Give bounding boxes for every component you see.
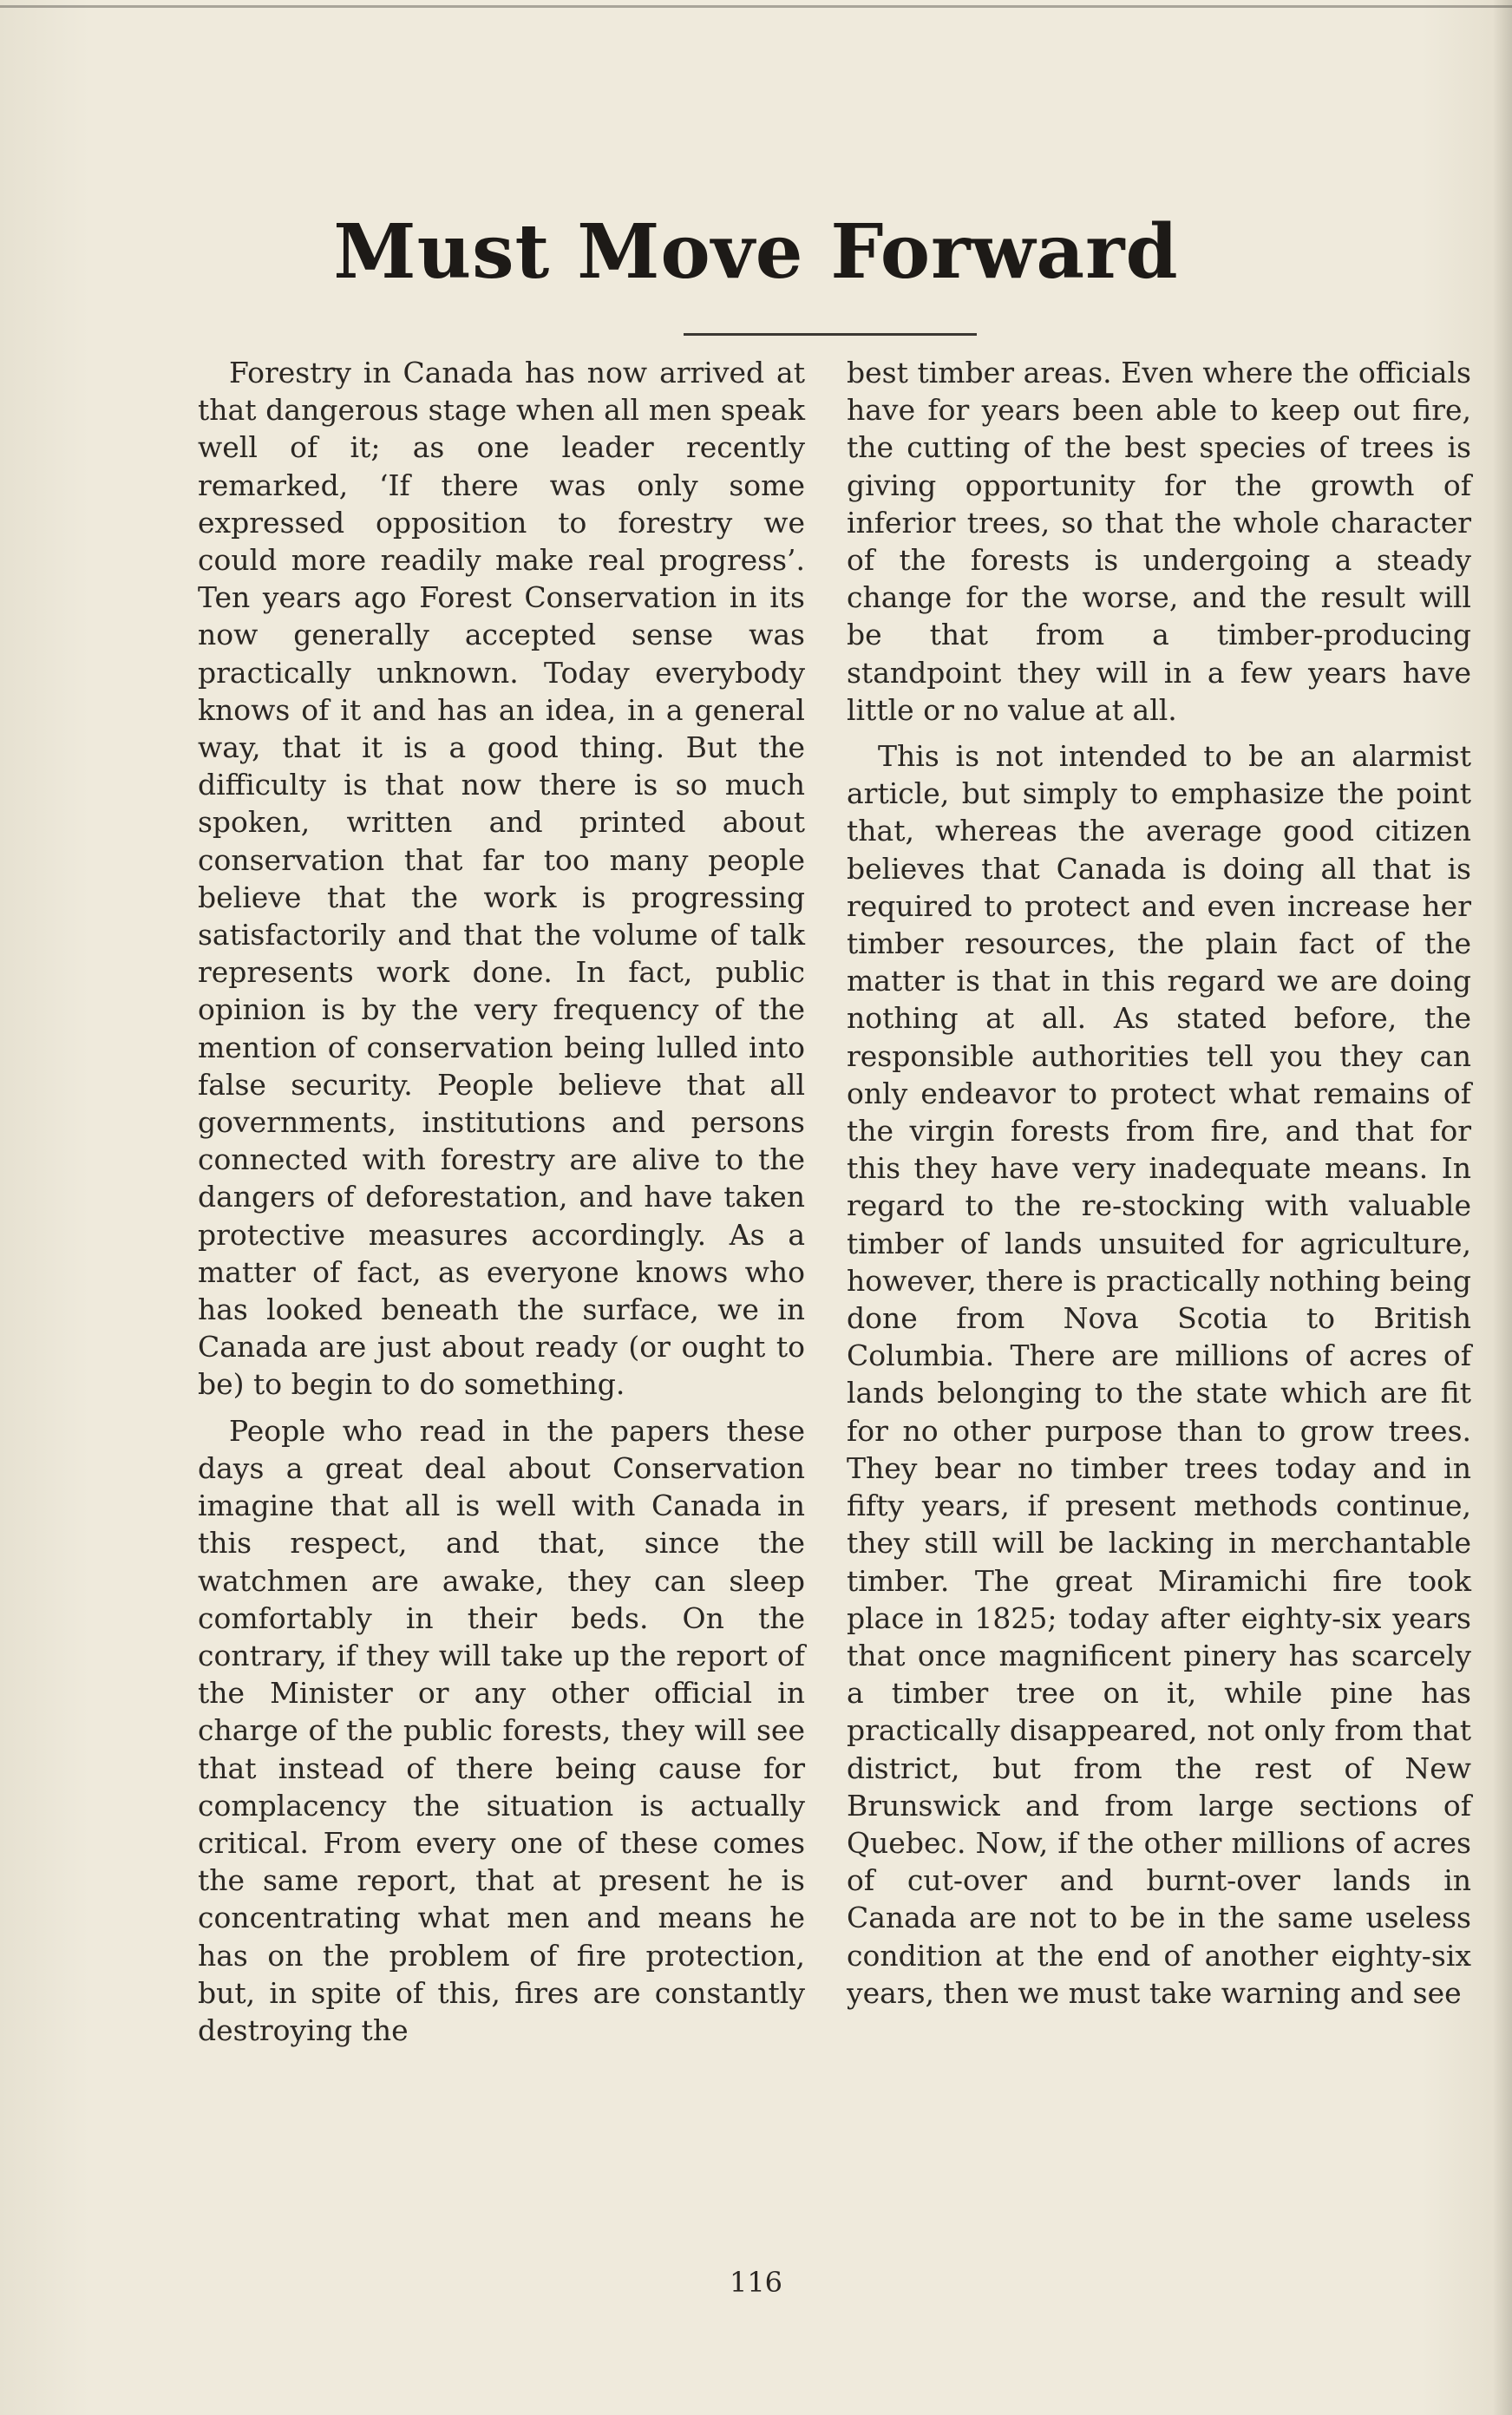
left-paragraph-2: People who read in the papers these days a great deal about Conservation imagine that all is well with Canada in this respect, and that, since the watchmen are awake, they can sleep comfortably in their beds. On the contrary, if they will take up the report of the Minister or any other official in charge of the public forests, they will see that instead of there being cause for complacency the situation is actually critical. From every one of these comes the same report, that at present he is concentrating what men and means he has on the problem of fire protection, but, in spite of this, fires are constantly destroying the (198, 1413, 805, 2047)
right-paragraph-2: This is not intended to be an alarmist article, but simply to emphasize the point that, whereas the average good citizen believes that Canada is doing all that is required to protect and even increase her timber resources, the plain fact of the matter is that in this regard we are doing nothing at all. As stated before, the responsible authorities tell you they can only endeavor to protect what remains of the virgin forests from fire, and that for this they have very inadequate means. In regard to the re-stocking with valuable timber of lands unsuited for agriculture, however, there is practically nothing being done from Nova Scotia to British Columbia. There are millions of acres of lands belonging to the state which are fit for no other purpose than to grow trees. They bear no timber trees today and in fifty years, if present methods continue, they still will be lacking in merchantable timber. The great Miramichi fire took place in 1825; today after eighty-six years that once magnificent pinery has scarcely a timber tree on it, while pine has practically disappeared, not only from that district, but from the rest of New Brunswick and from large sections of Quebec. Now, if the other millions of acres of cut-over and burnt-over lands in Canada are not to be in the same useless condition at the end of another eighty-six years, then we must take warning and see (847, 739, 1471, 2010)
article-title: Must Move Forward (333, 208, 1179, 296)
right-paragraph-1: best timber areas. Even where the officials have for years been able to keep out fire, the cutting of the best species of trees is giving opportunity for the growth of inferior trees, so that the whole character of the forests is undergoing a steady change for the worse, and the result will be that from a timber-producing standpoint they will in a few years have little or no value at all. (847, 356, 1471, 727)
left-column (198, 354, 805, 2058)
left-paragraph-1: Forestry in Canada has now arrived at that dangerous stage when all men speak well of it; as one leader recently remarked, ‘If there was only some expressed opposition to forestry we could more readily make real progress’. Ten years ago Forest Conservation in its now generally accepted sense was practically unknown. Today everybody knows of it and has an idea, in a general way, that it is a good thing. But the difficulty is that now there is so much spoken, written and printed about conservation that far too many people believe that the work is progressing satisfactorily and that the volume of talk represents work done. In fact, public opinion is by the very frequency of the mention of conservation being lulled into false security. People believe that all governments, institutions and persons connected with forestry are alive to the dangers of deforestation, and have taken protective measures accordingly. As a matter of fact, as everyone knows who has looked beneath the surface, we in Canada are just about ready (or ought to be) to begin to do something. (198, 356, 805, 1402)
right-column (847, 354, 1471, 2020)
top-border-rule (0, 5, 1512, 8)
title-divider (684, 333, 977, 336)
page-number: 116 (729, 2266, 783, 2299)
page-edge-shadow (1493, 0, 1512, 2415)
